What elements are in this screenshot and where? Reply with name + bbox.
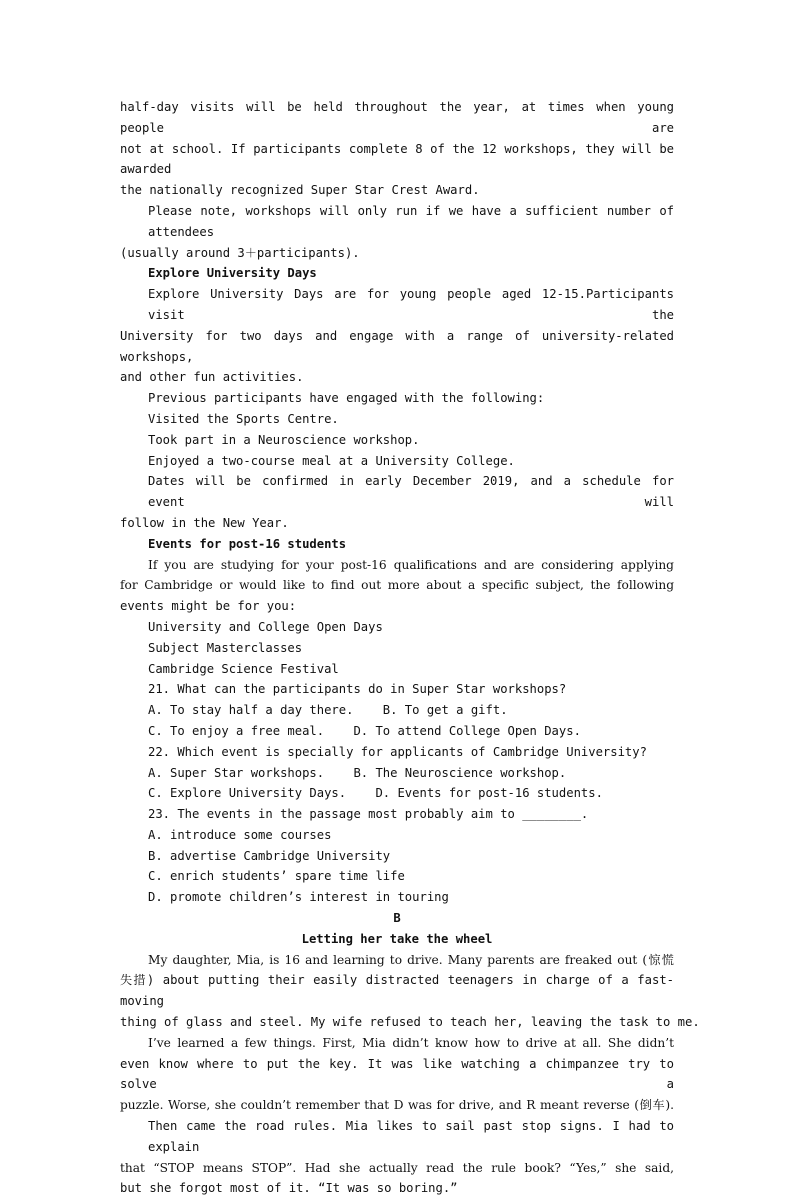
text-line: Please note, workshops will only run if we have a sufficient number of attendees xyxy=(148,203,674,239)
text-line: If you are studying for your post-16 qualifications and are considering applying xyxy=(148,557,674,572)
question-23-option-d: D. promote children’s interest in touring xyxy=(148,890,449,905)
text-line: for Cambridge or would like to find out more about a specific subject, the following xyxy=(120,578,674,593)
text-line: (usually around 3＋participants). xyxy=(120,245,360,260)
question-23: 23. The events in the passage most probably aim to ________. xyxy=(148,807,589,822)
text-line: follow in the New Year. xyxy=(120,515,289,530)
section-heading: Events for post-16 students xyxy=(148,536,347,551)
text-line: puzzle. Worse, she couldn’t remember that D was for drive, and R meant reverse (倒车). xyxy=(120,1098,674,1113)
section-heading: Explore University Days xyxy=(148,266,317,281)
list-item: Cambridge Science Festival xyxy=(148,661,339,676)
document-page xyxy=(120,97,700,1199)
text-line: Explore University Days are for young people aged 12-15.Participants visit the xyxy=(148,287,674,322)
question-23-option-a: A. introduce some courses xyxy=(148,827,332,842)
passage-title: Letting her take the wheel xyxy=(301,931,493,946)
text-line: Then came the road rules. Mia likes to sail past stop signs. I had to explain xyxy=(148,1119,674,1154)
question-23-option-b: B. advertise Cambridge University xyxy=(148,848,391,863)
list-item: Enjoyed a two-course meal at a University College. xyxy=(148,453,515,468)
text-line: not at school. If participants complete 8 of the 12 workshops, they will be awarded xyxy=(120,141,674,177)
text-line: Previous participants have engaged with the following: xyxy=(148,391,545,406)
question-21: 21. What can the participants do in Super Star workshops? xyxy=(148,682,567,697)
list-item: Took part in a Neuroscience workshop. xyxy=(148,432,420,447)
section-letter: B xyxy=(393,911,401,926)
text-line: 失措) about putting their easily distracted teenagers in charge of a fast-moving xyxy=(120,973,674,1009)
text-line: but she forgot most of it. “It was so boring.” xyxy=(120,1181,458,1196)
text-line: even know where to put the key. It was like watching a chimpanzee try to solve a xyxy=(120,1056,674,1092)
text-line: thing of glass and steel. My wife refused to teach her, leaving the task to me. xyxy=(120,1015,700,1030)
text-line: events might be for you: xyxy=(120,599,297,614)
text-line: that “STOP means STOP”. Had she actually read the rule book? “Yes,” she said, xyxy=(120,1160,674,1175)
text-line: Dates will be confirmed in early December 2019, and a schedule for event will xyxy=(148,474,674,510)
text-line: My daughter, Mia, is 16 and learning to drive. Many parents are freaked out (惊慌 xyxy=(148,952,674,967)
question-21-options-ab: A. To stay half a day there. B. To get a gift. xyxy=(148,703,508,718)
text-line: the nationally recognized Super Star Crest Award. xyxy=(120,183,480,198)
text-line: University for two days and engage with a range of university-related workshops, xyxy=(120,328,674,364)
list-item: Visited the Sports Centre. xyxy=(148,411,339,426)
text-line: and other fun activities. xyxy=(120,370,304,385)
question-21-options-cd: C. To enjoy a free meal. D. To attend College Open Days. xyxy=(148,723,581,738)
list-item: Subject Masterclasses xyxy=(148,640,303,655)
list-item: University and College Open Days xyxy=(148,619,383,634)
text-line: half-day visits will be held throughout the year, at times when young people are xyxy=(120,100,674,135)
question-22-options-cd: C. Explore University Days. D. Events for post-16 students. xyxy=(148,786,603,801)
question-22: 22. Which event is specially for applicants of Cambridge University? xyxy=(148,744,647,759)
question-22-options-ab: A. Super Star workshops. B. The Neuroscience workshop. xyxy=(148,765,567,780)
text-line: I’ve learned a few things. First, Mia didn’t know how to drive at all. She didn’t xyxy=(148,1035,674,1050)
question-23-option-c: C. enrich students’ spare time life xyxy=(148,869,405,884)
